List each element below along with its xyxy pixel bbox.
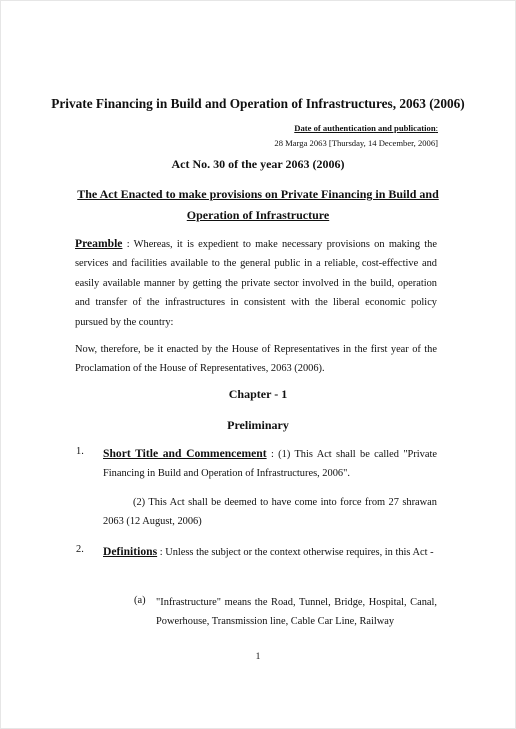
chapter-heading: Chapter - 1 — [228, 387, 288, 401]
authentication-label-text: Date of authentication and publication — [294, 123, 436, 133]
section-label: Short Title and Commencement — [103, 447, 267, 460]
enactment-paragraph: Now, therefore, be it enacted by the House of Representatives in the first year of the Proclamation of the House of Representatives, 2063 (2006). — [75, 344, 437, 375]
section-text: : Unless the subject or the context otherwise requires, in this Act - — [157, 547, 434, 558]
chapter-title: Preliminary — [227, 418, 289, 432]
section-number: 1. — [76, 446, 84, 457]
clause-infrastructure: "Infrastructure" means the Road, Tunnel, Bridge, Hospital, Canal, Powerhouse, Transmission line, Cable Car Line, Railway — [156, 597, 437, 628]
section-text: : (1) This Act shall be called "Private Financing in Build and Operation of Infrastructures, 2006". — [103, 449, 437, 480]
document-title: Private Financing in Build and Operation of Infrastructures, 2063 (2006) — [51, 96, 465, 111]
preamble-paragraph — [75, 234, 437, 332]
section-definitions — [103, 542, 437, 562]
clause-number: (a) — [134, 595, 146, 606]
preamble-text: : Whereas, it is expedient to make necessary provisions on making the services and facilities available to the general public in a reliable, cost-effective and easily available manner by getting the private sector involved in the build, operation and transfer of the infrastructures in consistent with the liberal economic policy pursued by the country: — [75, 239, 437, 328]
subsection-commencement: (2) This Act shall be deemed to have come into force from 27 shrawan 2063 (12 August, 2006) — [103, 497, 437, 528]
section-label: Definitions — [103, 545, 158, 558]
section-short-title — [103, 444, 437, 484]
act-heading: The Act Enacted to make provisions on Private Financing in Build and Operation of Infrastructure — [77, 187, 439, 222]
preamble-label: Preamble — [75, 237, 123, 250]
act-number: Act No. 30 of the year 2063 (2006) — [171, 157, 345, 171]
authentication-colon: : — [435, 123, 438, 133]
authentication-date: 28 Marga 2063 [Thursday, 14 December, 2006] — [274, 138, 438, 148]
authentication-label — [294, 123, 438, 133]
page-number: 1 — [255, 652, 261, 662]
section-number: 2. — [76, 544, 84, 555]
